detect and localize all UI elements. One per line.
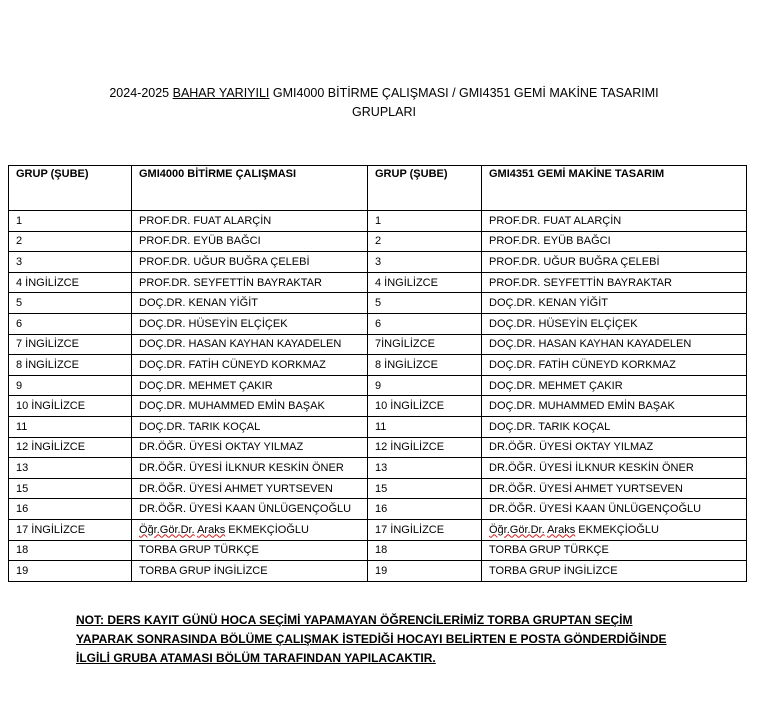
group-cell: 4 İNGİLİZCE (9, 272, 132, 293)
group-cell: 7İNGİLİZCE (368, 334, 482, 355)
instructor-cell: DOÇ.DR. TARIK KOÇAL (482, 416, 747, 437)
group-cell: 9 (9, 375, 132, 396)
group-cell: 1 (368, 211, 482, 232)
table-row (9, 499, 747, 520)
instructor-cell (132, 519, 368, 540)
instructor-cell: DOÇ.DR. HÜSEYİN ELÇİÇEK (132, 313, 368, 334)
instructor-firstname-spellcheck: Araks (547, 523, 576, 536)
instructor-cell: DOÇ.DR. MUHAMMED EMİN BAŞAK (482, 396, 747, 417)
group-cell: 15 (9, 478, 132, 499)
table-row (9, 458, 747, 479)
instructor-cell (482, 519, 747, 540)
title-line-2: GRUPLARI (352, 105, 416, 119)
table-row (9, 396, 747, 417)
instructor-cell: DR.ÖĞR. ÜYESİ AHMET YURTSEVEN (482, 478, 747, 499)
group-cell: 12 İNGİLİZCE (9, 437, 132, 458)
instructor-cell: DR.ÖĞR. ÜYESİ KAAN ÜNLÜGENÇOĞLU (132, 499, 368, 520)
instructor-cell: DOÇ.DR. KENAN YİĞİT (482, 293, 747, 314)
group-cell: 6 (368, 313, 482, 334)
instructor-cell: DOÇ.DR. FATİH CÜNEYD KORKMAZ (482, 355, 747, 376)
group-cell: 16 (9, 499, 132, 520)
group-cell: 4 İNGİLİZCE (368, 272, 482, 293)
instructor-cell: DOÇ.DR. HÜSEYİN ELÇİÇEK (482, 313, 747, 334)
instructor-cell: TORBA GRUP İNGİLİZCE (132, 561, 368, 582)
document-title (0, 84, 768, 122)
instructor-cell: DR.ÖĞR. ÜYESİ KAAN ÜNLÜGENÇOĞLU (482, 499, 747, 520)
instructor-title-spellcheck: Öğr.Gör.Dr. (489, 523, 545, 536)
header-course-2: GMI4351 GEMİ MAKİNE TASARIM (482, 166, 747, 211)
title-courses: GMI4000 BİTİRME ÇALIŞMASI / GMI4351 GEMİ MAKİNE TASARIMI (269, 86, 659, 100)
instructor-cell: PROF.DR. FUAT ALARÇİN (132, 211, 368, 232)
group-cell: 18 (368, 540, 482, 561)
instructor-cell: DOÇ.DR. MUHAMMED EMİN BAŞAK (132, 396, 368, 417)
instructor-cell: PROF.DR. SEYFETTİN BAYRAKTAR (482, 272, 747, 293)
table-row (9, 437, 747, 458)
instructor-firstname-spellcheck: Araks (197, 523, 226, 536)
table-row (9, 478, 747, 499)
group-cell: 13 (368, 458, 482, 479)
table-row (9, 375, 747, 396)
group-cell: 9 (368, 375, 482, 396)
group-cell: 3 (9, 252, 132, 273)
instructor-cell: PROF.DR. SEYFETTİN BAYRAKTAR (132, 272, 368, 293)
group-cell: 12 İNGİLİZCE (368, 437, 482, 458)
instructor-cell: DOÇ.DR. TARIK KOÇAL (132, 416, 368, 437)
instructor-cell: DOÇ.DR. MEHMET ÇAKIR (482, 375, 747, 396)
title-line-1 (0, 84, 768, 103)
table-row (9, 272, 747, 293)
header-course-1: GMI4000 BİTİRME ÇALIŞMASI (132, 166, 368, 211)
instructor-cell: PROF.DR. UĞUR BUĞRA ÇELEBİ (132, 252, 368, 273)
instructor-cell: TORBA GRUP İNGİLİZCE (482, 561, 747, 582)
instructor-title-spellcheck: Öğr.Gör.Dr. (139, 523, 195, 536)
title-year: 2024-2025 (109, 86, 173, 100)
group-cell: 19 (368, 561, 482, 582)
table-row (9, 211, 747, 232)
note-line-2: YAPARAK SONRASINDA BÖLÜME ÇALIŞMAK İSTEDİĞİ HOCAYI BELİRTEN E POSTA GÖNDERDİĞİNDE (76, 632, 667, 646)
instructor-surname: EKMEKÇİOĞLU (575, 523, 659, 536)
note-line-1: NOT: DERS KAYIT GÜNÜ HOCA SEÇİMİ YAPAMAYAN ÖĞRENCİLERİMİZ TORBA GRUPTAN SEÇİM (76, 613, 633, 627)
instructor-cell: DR.ÖĞR. ÜYESİ İLKNUR KESKİN ÖNER (132, 458, 368, 479)
instructor-cell: PROF.DR. FUAT ALARÇİN (482, 211, 747, 232)
group-cell: 7 İNGİLİZCE (9, 334, 132, 355)
table-row (9, 252, 747, 273)
title-semester: BAHAR YARIYILI (172, 86, 270, 100)
instructor-cell: PROF.DR. EYÜB BAĞCI (482, 231, 747, 252)
table-row (9, 416, 747, 437)
group-cell: 2 (368, 231, 482, 252)
table-row (9, 231, 747, 252)
group-cell: 1 (9, 211, 132, 232)
group-cell: 17 İNGİLİZCE (9, 519, 132, 540)
instructor-cell: DOÇ.DR. HASAN KAYHAN KAYADELEN (482, 334, 747, 355)
instructor-cell: TORBA GRUP TÜRKÇE (132, 540, 368, 561)
table-row (9, 334, 747, 355)
instructor-cell: PROF.DR. UĞUR BUĞRA ÇELEBİ (482, 252, 747, 273)
groups-table (8, 165, 747, 582)
note-paragraph (76, 611, 736, 668)
instructor-cell: TORBA GRUP TÜRKÇE (482, 540, 747, 561)
table-row (9, 313, 747, 334)
group-cell: 10 İNGİLİZCE (368, 396, 482, 417)
instructor-cell: DOÇ.DR. KENAN YİĞİT (132, 293, 368, 314)
group-cell: 17 İNGİLİZCE (368, 519, 482, 540)
group-cell: 3 (368, 252, 482, 273)
group-cell: 11 (368, 416, 482, 437)
table-row (9, 519, 747, 540)
note-line-3: İLGİLİ GRUBA ATAMASI BÖLÜM TARAFINDAN YAPILACAKTIR. (76, 651, 436, 665)
table-row (9, 561, 747, 582)
group-cell: 8 İNGİLİZCE (368, 355, 482, 376)
group-cell: 13 (9, 458, 132, 479)
table-row (9, 293, 747, 314)
group-cell: 16 (368, 499, 482, 520)
instructor-cell: DR.ÖĞR. ÜYESİ OKTAY YILMAZ (482, 437, 747, 458)
instructor-cell: DOÇ.DR. HASAN KAYHAN KAYADELEN (132, 334, 368, 355)
group-cell: 11 (9, 416, 132, 437)
table-row (9, 355, 747, 376)
group-cell: 19 (9, 561, 132, 582)
group-cell: 5 (368, 293, 482, 314)
table-header-row (9, 166, 747, 211)
instructor-cell: DR.ÖĞR. ÜYESİ AHMET YURTSEVEN (132, 478, 368, 499)
header-group-1: GRUP (ŞUBE) (9, 166, 132, 211)
group-cell: 10 İNGİLİZCE (9, 396, 132, 417)
instructor-cell: DR.ÖĞR. ÜYESİ OKTAY YILMAZ (132, 437, 368, 458)
instructor-cell: DR.ÖĞR. ÜYESİ İLKNUR KESKİN ÖNER (482, 458, 747, 479)
instructor-surname: EKMEKÇİOĞLU (225, 523, 309, 536)
group-cell: 2 (9, 231, 132, 252)
group-cell: 15 (368, 478, 482, 499)
instructor-cell: DOÇ.DR. MEHMET ÇAKIR (132, 375, 368, 396)
instructor-cell: PROF.DR. EYÜB BAĞCI (132, 231, 368, 252)
group-cell: 5 (9, 293, 132, 314)
group-cell: 8 İNGİLİZCE (9, 355, 132, 376)
table-row (9, 540, 747, 561)
instructor-cell: DOÇ.DR. FATİH CÜNEYD KORKMAZ (132, 355, 368, 376)
group-cell: 6 (9, 313, 132, 334)
group-cell: 18 (9, 540, 132, 561)
header-group-2: GRUP (ŞUBE) (368, 166, 482, 211)
